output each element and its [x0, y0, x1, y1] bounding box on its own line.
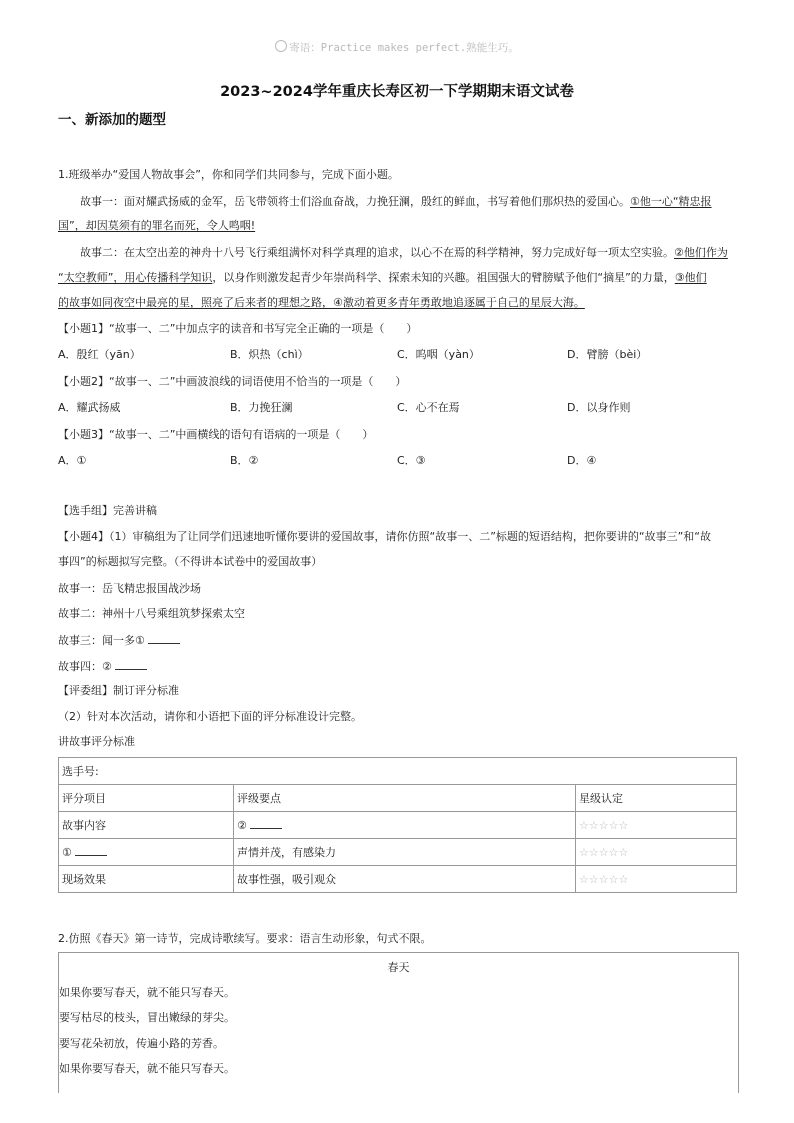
scoring-table [58, 757, 737, 893]
story2-sentence4: ，④激动着更多青年勇敢地追逐属于自己的星辰大海。 [322, 296, 585, 309]
sub1-option-d[interactable]: D．臂膀（bèi） [567, 348, 648, 361]
sub1-option-b[interactable]: B．炽热（chì） [230, 348, 309, 361]
cell-item [59, 839, 234, 866]
sub2-option-a[interactable]: A．耀武扬威 [58, 401, 121, 414]
star-rating[interactable]: ☆☆☆☆☆ [576, 812, 737, 839]
section-heading: 一、新添加的题型 [58, 112, 166, 128]
answer-blank-1[interactable] [148, 633, 180, 644]
q1-story2-line2 [58, 271, 707, 285]
table-title: 讲故事评分标准 [58, 735, 135, 748]
sub4-part2: （2）针对本次活动，请你和小语把下面的评分标准设计完整。 [58, 710, 362, 723]
q1-story1-line1 [80, 195, 712, 209]
cell-points [234, 812, 576, 839]
story-title-3 [58, 633, 180, 648]
cell-item: 现场效果 [59, 866, 234, 893]
sub1-option-c[interactable]: C．呜咽（yàn） [397, 348, 480, 361]
story-title-2: 故事二：神州十八号乘组筑梦探索太空 [58, 607, 245, 620]
story2-sentence3-end: 的故事如同夜空中最亮的星，照亮了后来者的理想之路 [58, 296, 322, 309]
sub2-question: 【小题2】“故事一、二”中画波浪线的词语使用不恰当的一项是（ ） [58, 375, 407, 388]
page-title: 2023~2024学年重庆长寿区初一下学期期末语文试卷 [220, 84, 574, 100]
table-row [59, 866, 737, 893]
cell-points: 声情并茂，有感染力 [234, 839, 576, 866]
cell-item: 故事内容 [59, 812, 234, 839]
table-row [59, 812, 737, 839]
poem-line: 如果你要写春天，就不能只写春天。 [59, 986, 235, 999]
sub3-option-a[interactable]: A．① [58, 454, 87, 467]
header-stars: 星级认定 [576, 785, 737, 812]
sub2-option-b[interactable]: B．力挽狂澜 [230, 401, 293, 414]
table-header-row [59, 785, 737, 812]
star-rating[interactable]: ☆☆☆☆☆ [576, 839, 737, 866]
player-number: 选手号: [59, 758, 737, 785]
sub4-text-line2: 事四”的标题拟写完整。（不得讲本试卷中的爱国故事） [58, 555, 323, 568]
story2-sentence3-start: ③他们 [674, 271, 707, 284]
story-title-4-label: 故事四：② [58, 660, 112, 673]
answer-blank-2[interactable] [115, 659, 147, 670]
story2-text: 故事二：在太空出差的神舟十八号飞行乘组满怀对科学真理的追求，以心不在焉的科学精神，努力完成好每一项太空实验。 [80, 246, 674, 259]
table-row [59, 758, 737, 785]
q1-story2-line1 [80, 246, 728, 260]
answer-blank-table-1[interactable] [75, 845, 107, 856]
story-title-3-label: 故事三：闻一多① [58, 634, 145, 647]
q1-intro: 1.班级举办“爱国人物故事会”，你和同学们共同参与，完成下面小题。 [58, 168, 399, 181]
sub3-option-c[interactable]: C．③ [397, 454, 426, 467]
group-contestants: 【选手组】完善讲稿 [58, 504, 157, 517]
story-title-1: 故事一：岳飞精忠报国战沙场 [58, 582, 201, 595]
sub2-option-d[interactable]: D．以身作则 [567, 401, 631, 414]
poem-box [58, 952, 739, 1093]
story2-sentence2-end: “太空教师”，用心传播科学知识 [58, 271, 213, 284]
group-judges: 【评委组】制订评分标准 [58, 684, 179, 697]
sub1-option-a[interactable]: A．殷红（yān） [58, 348, 141, 361]
watermark-logo-icon [275, 40, 287, 52]
cell-points: 故事性强，吸引观众 [234, 866, 576, 893]
q1-story2-line3 [58, 296, 585, 310]
sub4-text-line1: 【小题4】（1）审稿组为了让同学们迅速地听懂你要讲的爱国故事，请你仿照“故事一、二”标题的短语结构，把你要讲的“故事三”和“故 [58, 530, 711, 543]
watermark [0, 40, 794, 55]
q1-story1-line2: 国”，却因莫须有的罪名而死，令人鸣咽! [58, 219, 256, 232]
answer-blank-table-2[interactable] [250, 818, 282, 829]
sub2-option-c[interactable]: C．心不在焉 [397, 401, 460, 414]
sub3-option-b[interactable]: B．② [230, 454, 259, 467]
story-title-4 [58, 659, 147, 674]
header-item: 评分项目 [59, 785, 234, 812]
cell-item-label: ① [62, 846, 72, 859]
q2-intro: 2.仿照《春天》第一诗节，完成诗歌续写。要求：语言生动形象，句式不限。 [58, 932, 432, 945]
story1-text: 故事一：面对耀武扬威的金军，岳飞带领将士们浴血奋战，力挽狂澜，殷红的鲜血，书写着他们那炽热的爱国心。 [80, 195, 630, 208]
poem-line: 要写枯尽的枝头，冒出嫩绿的芽尖。 [59, 1011, 235, 1024]
poem-line: 如果你要写春天，就不能只写春天。 [59, 1062, 235, 1075]
poem-title: 春天 [387, 961, 410, 974]
story2-sentence2-start: ②他们作为 [674, 246, 728, 259]
poem-line: 要写花朵初放，传遍小路的芳香。 [59, 1037, 224, 1050]
table-row [59, 839, 737, 866]
story2-middle: ，以身作则激发起青少年崇尚科学、探索未知的兴趣。祖国强大的臂膀赋予他们“摘星”的力量， [212, 271, 675, 284]
sub3-option-d[interactable]: D．④ [567, 454, 597, 467]
story1-sentence1: ①他一心“精忠报 [630, 195, 712, 208]
header-points: 评级要点 [234, 785, 576, 812]
star-rating[interactable]: ☆☆☆☆☆ [576, 866, 737, 893]
sub1-question: 【小题1】“故事一、二”中加点字的读音和书写完全正确的一项是（ ） [58, 322, 418, 335]
cell-points-label: ② [237, 819, 247, 832]
sub3-question: 【小题3】“故事一、二”中画横线的语句有语病的一项是（ ） [58, 428, 374, 441]
watermark-text: 寄语：Practice makes perfect.熟能生巧。 [289, 42, 519, 54]
